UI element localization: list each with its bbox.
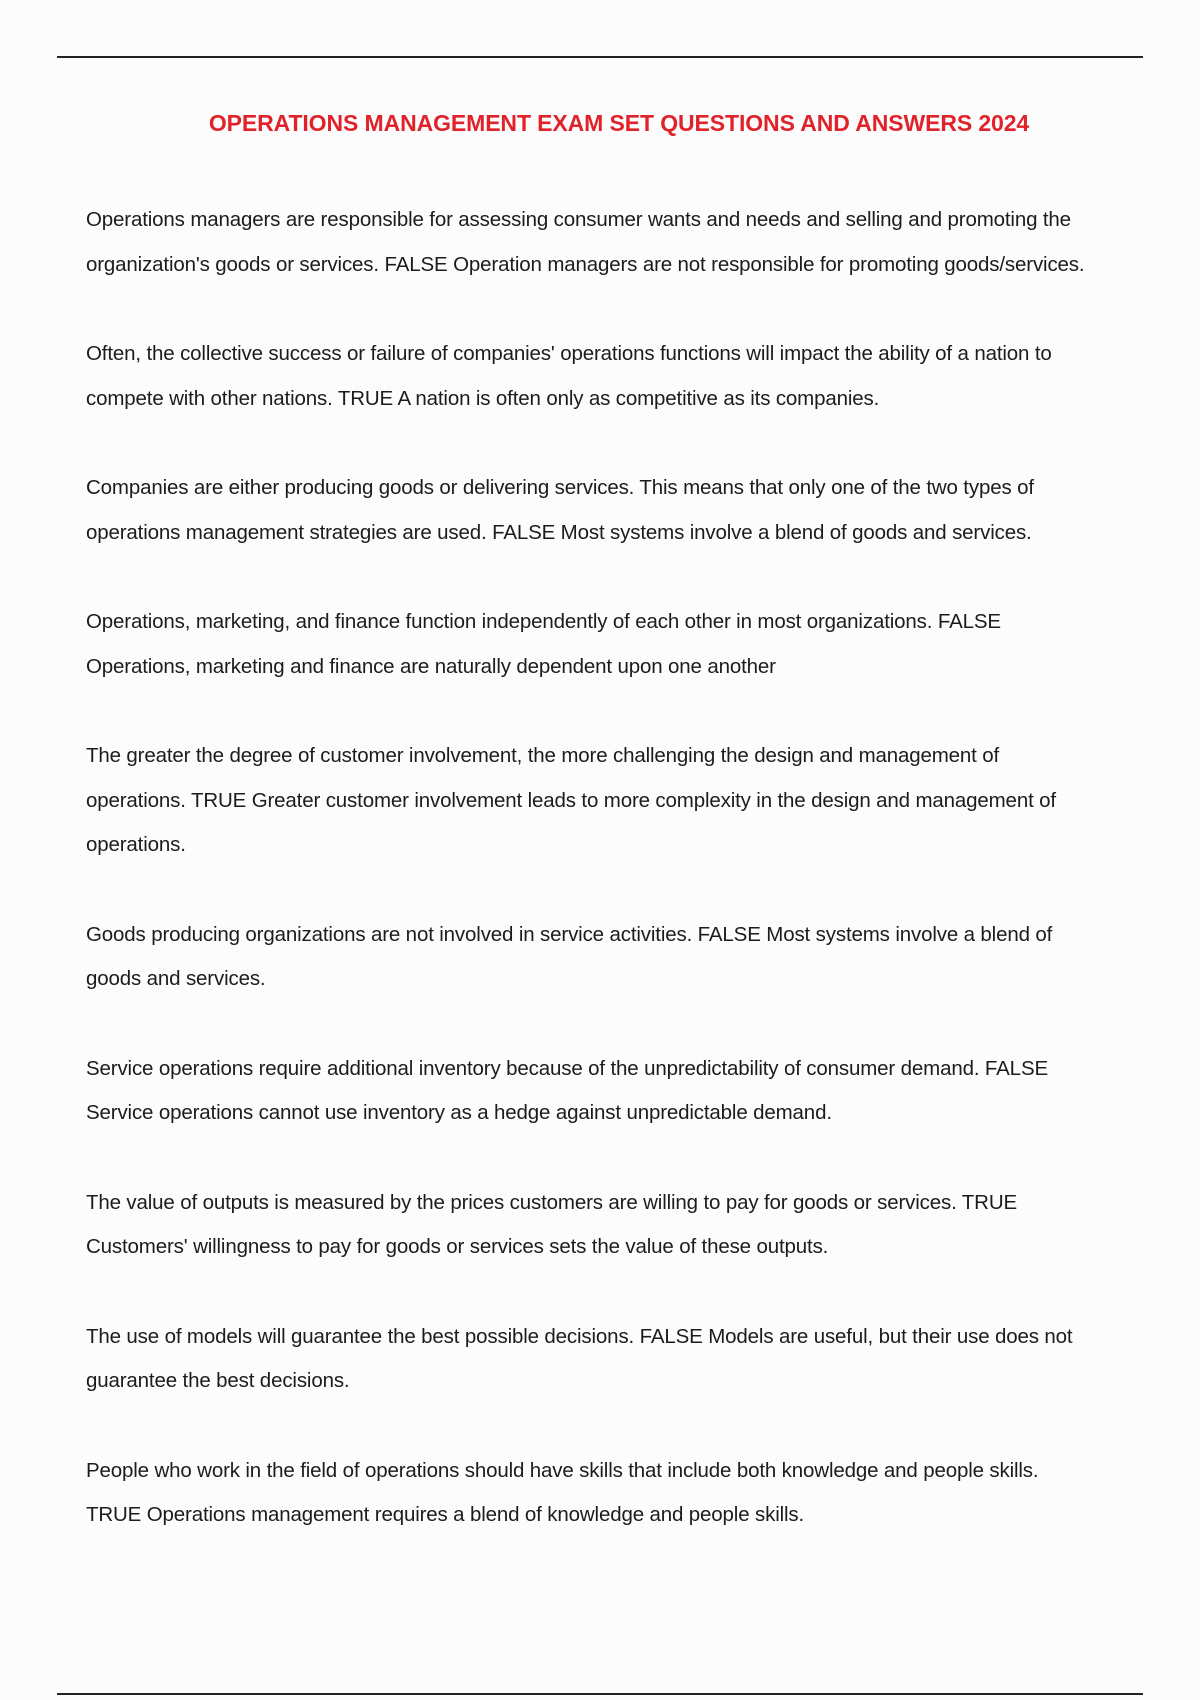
qa-item <box>86 198 1176 287</box>
qa-item <box>86 1181 1176 1270</box>
qa-item <box>86 466 1176 555</box>
qa-item <box>86 1315 1176 1404</box>
qa-item <box>86 332 1176 421</box>
qa-item <box>86 600 1176 689</box>
qa-line: operations management strategies are used. FALSE Most systems involve a blend of goods and services. <box>86 520 1032 544</box>
bottom-rule <box>57 1693 1143 1695</box>
qa-line: Companies are either producing goods or delivering services. This means that only one of the two types of <box>86 476 1034 499</box>
qa-line: goods and services. <box>86 967 266 990</box>
qa-line: operations. TRUE Greater customer involvement leads to more complexity in the design and management of <box>86 788 1056 812</box>
qa-item <box>86 1449 1176 1538</box>
qa-line: Operations, marketing and finance are naturally dependent upon one another <box>86 654 776 678</box>
qa-line: Goods producing organizations are not involved in service activities. FALSE Most systems involve a blend of <box>86 922 1053 946</box>
qa-line: TRUE Operations management requires a blend of knowledge and people skills. <box>86 1503 805 1526</box>
document-title: OPERATIONS MANAGEMENT EXAM SET QUESTIONS AND ANSWERS 2024 <box>208 110 1030 136</box>
qa-line: Service operations cannot use inventory as a hedge against unpredictable demand. <box>86 1101 832 1124</box>
qa-line: Operations managers are responsible for assessing consumer wants and needs and selling and promoting the <box>86 208 1071 231</box>
qa-line: operations. <box>86 833 186 856</box>
qa-line: The use of models will guarantee the best possible decisions. FALSE Models are useful, but their use does not <box>86 1324 1073 1348</box>
qa-line: Operations, marketing, and finance function independently of each other in most organizations. FALSE <box>86 610 1001 633</box>
qa-item <box>86 1047 1176 1136</box>
top-rule <box>57 56 1143 58</box>
qa-line: compete with other nations. TRUE A nation is often only as competitive as its companies. <box>86 386 880 410</box>
qa-line: Customers' willingness to pay for goods or services sets the value of these outputs. <box>86 1235 829 1258</box>
qa-list <box>86 198 1176 1583</box>
qa-line: Often, the collective success or failure of companies' operations functions will impact the ability of a nation to <box>86 342 1052 365</box>
qa-line: Service operations require additional inventory because of the unpredictability of consumer demand. FALSE <box>86 1056 1048 1080</box>
qa-item <box>86 734 1176 868</box>
qa-item <box>86 913 1176 1002</box>
qa-line: The greater the degree of customer involvement, the more challenging the design and management of <box>86 744 1000 767</box>
qa-line: People who work in the field of operations should have skills that include both knowledge and people skills. <box>86 1458 1039 1482</box>
qa-line: organization's goods or services. FALSE Operation managers are not responsible for promoting goods/services. <box>86 252 1085 276</box>
qa-line: The value of outputs is measured by the prices customers are willing to pay for goods or services. TRUE <box>86 1190 1018 1214</box>
qa-line: guarantee the best decisions. <box>86 1369 350 1392</box>
